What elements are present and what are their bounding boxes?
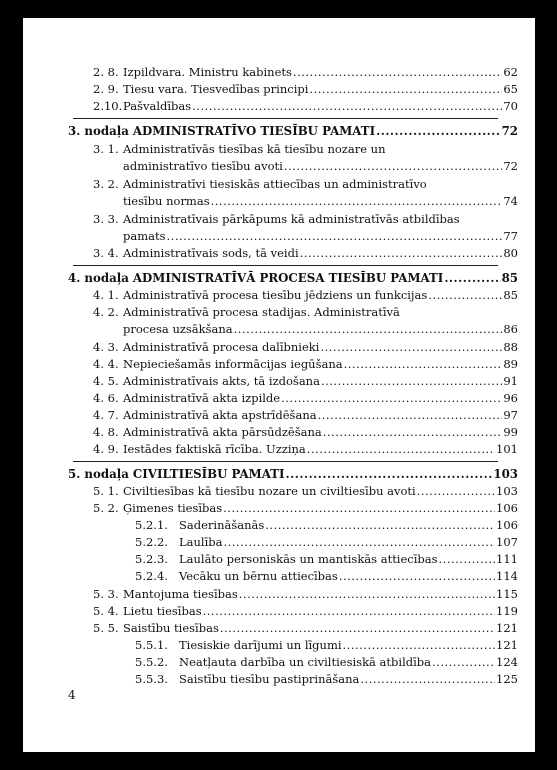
toc-entry-title: Neatļauta darbība un civiltiesiskā atbildība bbox=[179, 655, 432, 669]
toc-leader-dots bbox=[286, 467, 493, 482]
toc-entry-number: 4. 1. bbox=[93, 288, 119, 302]
toc-leader-dots bbox=[211, 194, 503, 209]
toc-entry bbox=[93, 501, 518, 516]
toc-entry-number: 5.2.2. bbox=[135, 535, 168, 549]
toc-leader-dots bbox=[307, 442, 495, 457]
toc-entry-page: 114 bbox=[496, 569, 518, 583]
toc-chapter-entry bbox=[68, 467, 518, 482]
toc-entry-number: 5. 5. bbox=[93, 621, 119, 635]
page-number: 4 bbox=[68, 688, 76, 702]
toc-entry bbox=[123, 229, 518, 244]
toc-entry-title: Laulība bbox=[179, 535, 223, 549]
toc-chapter-title: CIVILTIESĪBU PAMATI bbox=[132, 467, 285, 481]
toc-chapter-title: ADMINISTRATĪVĀ PROCESA TIESĪBU PAMATI bbox=[132, 271, 444, 285]
toc-entry-title: Saistību tiesības bbox=[123, 621, 219, 635]
toc-entry-title: Tiesu vara. Tiesvedības principi bbox=[123, 82, 309, 96]
toc-leader-dots bbox=[309, 82, 502, 97]
toc-leader-dots bbox=[203, 604, 495, 619]
toc-leader-dots bbox=[281, 391, 502, 406]
toc-entry bbox=[93, 484, 518, 499]
toc-leader-dots bbox=[360, 672, 495, 687]
toc-entry-number: 5. 3. bbox=[93, 587, 119, 601]
toc-entry-page: 103 bbox=[493, 467, 518, 481]
toc-entry-title: Izpildvara. Ministru kabinets bbox=[123, 65, 292, 79]
toc-entry-title: Vecāku un bērnu attiecības bbox=[179, 569, 338, 583]
toc-leader-dots bbox=[167, 229, 503, 244]
toc-entry-number: 5.2.4. bbox=[135, 569, 168, 583]
toc-entry-page: 96 bbox=[503, 391, 518, 405]
toc-entry-number: 5.2.3. bbox=[135, 552, 168, 566]
toc-subentry bbox=[135, 638, 518, 653]
toc-entry bbox=[123, 322, 518, 337]
toc-leader-dots bbox=[432, 655, 495, 670]
toc-entry-page: 74 bbox=[503, 194, 518, 208]
toc-leader-dots bbox=[417, 484, 495, 499]
toc-chapter-entry bbox=[68, 271, 518, 286]
toc-subentry bbox=[135, 552, 518, 567]
toc-entry bbox=[93, 374, 518, 389]
toc-entry-title: Administratīvā procesa tiesību jēdziens un funkcijas bbox=[123, 288, 428, 302]
toc-chapter-number: 5. nodaļa bbox=[68, 467, 129, 481]
toc-entry-number: 2. 8. bbox=[93, 65, 119, 79]
toc-entry-number: 4. 3. bbox=[93, 340, 119, 354]
toc-entry-number: 2.10. bbox=[93, 99, 123, 113]
toc-entry bbox=[123, 194, 518, 209]
toc-entry-number: 5. 1. bbox=[93, 484, 119, 498]
toc-entry-page: 77 bbox=[503, 229, 518, 243]
toc-subentry bbox=[135, 672, 518, 687]
toc-entry-number: 5.5.3. bbox=[135, 672, 168, 686]
toc-entry-page: 85 bbox=[503, 288, 518, 302]
toc-leader-dots bbox=[223, 501, 495, 516]
toc-entry-first-line bbox=[93, 177, 427, 192]
toc-entry-first-line bbox=[93, 305, 400, 320]
toc-entry-page: 121 bbox=[496, 621, 518, 635]
toc-leader-dots bbox=[293, 65, 502, 80]
toc-entry-number: 5.5.2. bbox=[135, 655, 168, 669]
toc-entry-first-line bbox=[93, 212, 460, 227]
toc-entry-page: 119 bbox=[496, 604, 518, 618]
toc-entry-number: 3. 4. bbox=[93, 246, 119, 260]
toc-entry bbox=[93, 587, 518, 602]
toc-entry bbox=[93, 621, 518, 636]
toc-subentry bbox=[135, 518, 518, 533]
toc-entry-title: Pašvaldības bbox=[123, 99, 192, 113]
toc-entry-number: 5.5.1. bbox=[135, 638, 168, 652]
toc-leader-dots bbox=[323, 425, 503, 440]
toc-leader-dots bbox=[192, 99, 502, 114]
toc-entry bbox=[93, 425, 518, 440]
toc-entry-page: 103 bbox=[496, 484, 518, 498]
toc-leader-dots bbox=[428, 288, 502, 303]
toc-entry bbox=[93, 99, 518, 114]
toc-leader-dots bbox=[318, 408, 503, 423]
toc-entry-title: Iestādes faktiskā rīcība. Uzziņa bbox=[123, 442, 306, 456]
toc-entry-title-continued: administratīvo tiesību avoti bbox=[123, 159, 283, 173]
toc-leader-dots bbox=[344, 357, 503, 372]
toc-leader-dots bbox=[439, 552, 496, 567]
toc-entry-title: Tiesiskie darījumi un līgumi bbox=[179, 638, 342, 652]
toc-entry-title: Saistību tiesību pastiprināšana bbox=[179, 672, 360, 686]
toc-entry-page: 121 bbox=[496, 638, 518, 652]
toc-chapter-number: 3. nodaļa bbox=[68, 124, 129, 138]
section-divider bbox=[73, 265, 498, 266]
toc-entry bbox=[93, 604, 518, 619]
toc-entry-title: Administratīvā akta izpilde bbox=[123, 391, 281, 405]
toc-entry-title: Laulāto personiskās un mantiskās attiecības bbox=[179, 552, 438, 566]
toc-chapter-number: 4. nodaļa bbox=[68, 271, 129, 285]
toc-entry bbox=[93, 357, 518, 372]
toc-entry-page: 115 bbox=[496, 587, 518, 601]
toc-subentry bbox=[135, 535, 518, 550]
toc-leader-dots bbox=[223, 535, 495, 550]
toc-entry-number: 3. 2. bbox=[93, 177, 119, 191]
toc-leader-dots bbox=[234, 322, 503, 337]
toc-subentry bbox=[135, 655, 518, 670]
toc-leader-dots bbox=[239, 587, 495, 602]
toc-entry-page: 124 bbox=[496, 655, 518, 669]
toc-entry-title: Mantojuma tiesības bbox=[123, 587, 238, 601]
toc-entry-page: 107 bbox=[496, 535, 518, 549]
toc-entry-title: Administratīvais akts, tā izdošana bbox=[123, 374, 320, 388]
section-divider bbox=[73, 461, 498, 462]
toc-entry bbox=[93, 65, 518, 80]
book-page bbox=[23, 18, 535, 752]
toc-entry-title: Administratīvā akta pārsūdzēšana bbox=[123, 425, 322, 439]
toc-entry-title: Administratīvā akta apstrīdēšana bbox=[123, 408, 317, 422]
toc-entry-title: Administratīvā procesa dalībnieki bbox=[123, 340, 320, 354]
toc-entry-number: 4. 7. bbox=[93, 408, 119, 422]
toc-entry-title: Administratīvās tiesības kā tiesību nozare un bbox=[123, 142, 386, 156]
toc-entry-number: 3. 1. bbox=[93, 142, 119, 156]
toc-entry-title: Lietu tiesības bbox=[123, 604, 202, 618]
toc-entry-title: Saderināšanās bbox=[179, 518, 265, 532]
toc-subentry bbox=[135, 569, 518, 584]
toc-entry-title: Civiltiesības kā tiesību nozare un civiltiesību avoti bbox=[123, 484, 416, 498]
toc-entry bbox=[123, 159, 518, 174]
toc-entry-number: 5. 2. bbox=[93, 501, 119, 515]
toc-entry-number: 3. 3. bbox=[93, 212, 119, 226]
toc-entry bbox=[93, 82, 518, 97]
toc-chapter-entry bbox=[68, 124, 518, 139]
toc-leader-dots bbox=[300, 246, 503, 261]
toc-entry-title-continued: pamats bbox=[123, 229, 166, 243]
toc-entry bbox=[93, 391, 518, 406]
toc-entry-number: 4. 8. bbox=[93, 425, 119, 439]
toc-entry-page: 125 bbox=[496, 672, 518, 686]
toc-entry-title: Ģimenes tiesības bbox=[123, 501, 223, 515]
toc-entry-page: 72 bbox=[501, 124, 518, 138]
toc-entry-title: Administratīvais sods, tā veidi bbox=[123, 246, 299, 260]
toc-entry-page: 89 bbox=[503, 357, 518, 371]
toc-entry-title: Administratīvi tiesiskās attiecības un administratīvo bbox=[123, 177, 427, 191]
toc-leader-dots bbox=[321, 374, 502, 389]
toc-entry-title: Administratīvais pārkāpums kā administratīvās atbildības bbox=[123, 212, 460, 226]
toc-leader-dots bbox=[444, 271, 500, 286]
toc-entry-page: 101 bbox=[496, 442, 518, 456]
toc-entry-title: Administratīvā procesa stadijas. Administratīvā bbox=[123, 305, 400, 319]
toc-leader-dots bbox=[376, 124, 500, 139]
toc-leader-dots bbox=[220, 621, 495, 636]
toc-entry-title-continued: procesa uzsākšana bbox=[123, 322, 233, 336]
toc-entry bbox=[93, 246, 518, 261]
toc-entry-number: 5.2.1. bbox=[135, 518, 168, 532]
toc-leader-dots bbox=[320, 340, 502, 355]
toc-entry-page: 80 bbox=[503, 246, 518, 260]
toc-entry-number: 4. 2. bbox=[93, 305, 119, 319]
toc-entry-page: 99 bbox=[503, 425, 518, 439]
toc-chapter-title: ADMINISTRATĪVO TIESĪBU PAMATI bbox=[132, 124, 376, 138]
toc-entry-number: 4. 9. bbox=[93, 442, 119, 456]
toc-entry-page: 86 bbox=[503, 322, 518, 336]
section-divider bbox=[73, 118, 498, 119]
toc-entry-first-line bbox=[93, 142, 385, 157]
toc-leader-dots bbox=[284, 159, 503, 174]
toc-entry-page: 72 bbox=[503, 159, 518, 173]
toc-entry-page: 106 bbox=[496, 518, 518, 532]
toc-entry-number: 5. 4. bbox=[93, 604, 119, 618]
toc-entry-number: 2. 9. bbox=[93, 82, 119, 96]
toc-leader-dots bbox=[343, 638, 496, 653]
table-of-contents bbox=[23, 18, 535, 752]
toc-leader-dots bbox=[265, 518, 495, 533]
toc-entry-page: 111 bbox=[496, 552, 518, 566]
toc-entry-page: 85 bbox=[501, 271, 518, 285]
toc-entry-page: 65 bbox=[503, 82, 518, 96]
toc-entry-number: 4. 5. bbox=[93, 374, 119, 388]
toc-entry-page: 97 bbox=[503, 408, 518, 422]
toc-entry-page: 70 bbox=[503, 99, 518, 113]
toc-entry-page: 106 bbox=[496, 501, 518, 515]
toc-entry-page: 91 bbox=[503, 374, 518, 388]
toc-entry-page: 62 bbox=[503, 65, 518, 79]
toc-entry-page: 88 bbox=[503, 340, 518, 354]
toc-entry bbox=[93, 408, 518, 423]
toc-entry-number: 4. 6. bbox=[93, 391, 119, 405]
toc-entry-title: Nepieciešamās informācijas iegūšana bbox=[123, 357, 343, 371]
toc-leader-dots bbox=[339, 569, 495, 584]
toc-entry-title-continued: tiesību normas bbox=[123, 194, 210, 208]
toc-entry bbox=[93, 442, 518, 457]
toc-entry-number: 4. 4. bbox=[93, 357, 119, 371]
toc-entry bbox=[93, 288, 518, 303]
toc-entry bbox=[93, 340, 518, 355]
